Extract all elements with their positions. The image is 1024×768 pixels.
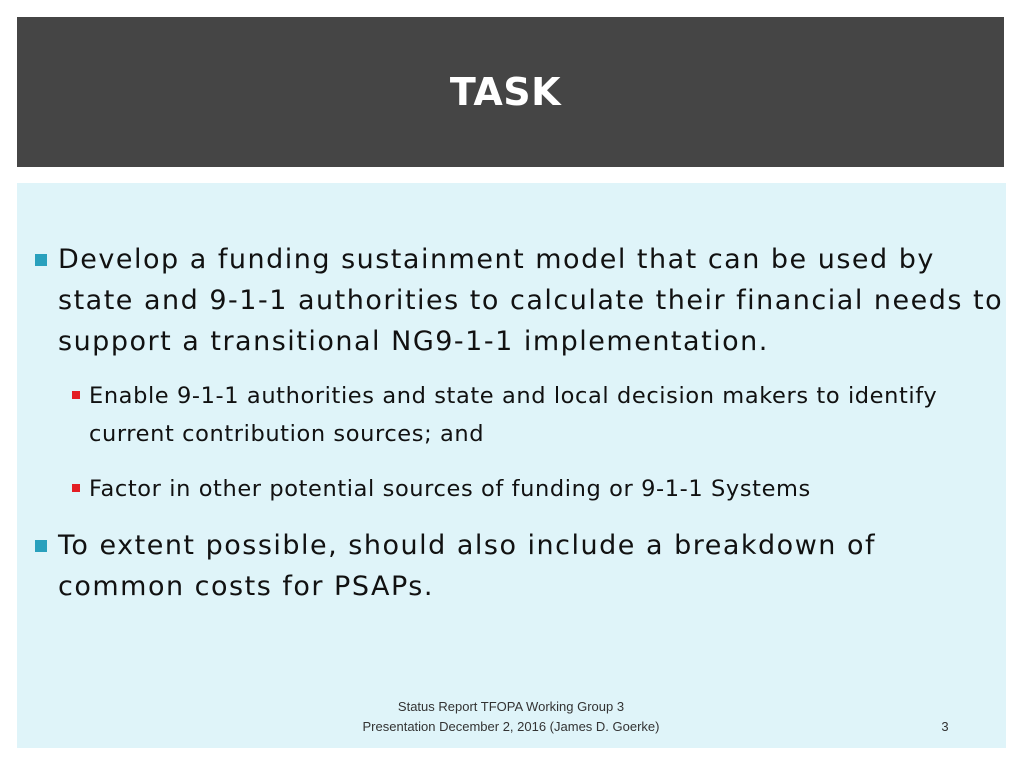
square-bullet-icon <box>72 391 80 399</box>
footer-line: Presentation December 2, 2016 (James D. Goerke) <box>362 719 660 734</box>
slide-title: TASK <box>449 70 562 114</box>
footer-text <box>350 697 672 737</box>
sub-bullet-item <box>72 377 1002 453</box>
content-area <box>17 183 1006 748</box>
square-bullet-icon <box>35 254 47 266</box>
footer-line: Status Report TFOPA Working Group 3 <box>397 699 625 714</box>
title-bar <box>17 17 1004 167</box>
bullet-item <box>35 239 1005 362</box>
sub-bullet-item <box>72 470 1002 508</box>
page-number: 3 <box>941 719 949 734</box>
sub-bullet-text: Factor in other potential sources of funding or 9-1-1 Systems <box>89 476 811 502</box>
bullet-text: To extent possible, should also include a breakdown of common costs for PSAPs. <box>58 530 876 602</box>
sub-bullet-text: Enable 9-1-1 authorities and state and local decision makers to identify current contribution sources; and <box>89 383 938 447</box>
bullet-item <box>35 525 1005 607</box>
square-bullet-icon <box>72 484 80 492</box>
square-bullet-icon <box>35 540 47 552</box>
bullet-text: Develop a funding sustainment model that can be used by state and 9-1-1 authorities to calculate their financial needs to support a transitional NG9-1-1 implementation. <box>58 244 1004 357</box>
